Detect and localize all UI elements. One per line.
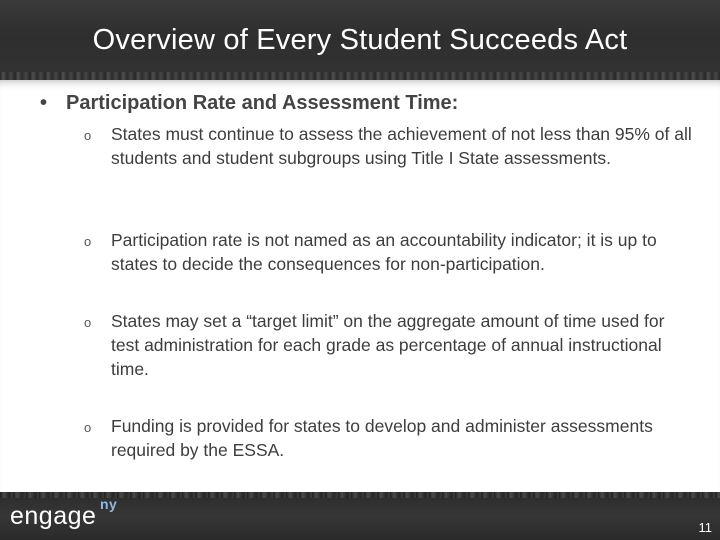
slide-title: Overview of Every Student Succeeds Act	[92, 24, 628, 56]
logo-text: engage	[10, 502, 97, 530]
main-bullet-text: Participation Rate and Assessment Time:	[66, 92, 459, 114]
sub-bullet-marker-icon: o	[84, 315, 92, 330]
sub-bullet-1	[84, 122, 694, 170]
sub-bullet-4	[84, 414, 694, 462]
sub-bullet-text: States may set a “target limit” on the aggregate amount of time used for test administration for each grade as percentage of annual instructional time.	[111, 311, 665, 379]
engageny-logo	[10, 496, 118, 531]
sub-bullet-3	[84, 309, 694, 381]
logo-superscript: ny	[100, 496, 118, 512]
bullet-icon: •	[40, 92, 48, 114]
sub-bullet-marker-icon: o	[84, 420, 92, 435]
sub-bullet-2	[84, 228, 694, 276]
main-bullet	[40, 90, 458, 116]
slide-footer	[0, 492, 720, 540]
slide-header	[0, 0, 720, 80]
header-torn-edge	[0, 72, 720, 80]
sub-bullet-text: Funding is provided for states to develop and administer assessments required by the ESSA.	[111, 416, 653, 460]
sub-bullet-marker-icon: o	[84, 234, 92, 249]
page-number: 11	[698, 520, 712, 535]
sub-bullet-text: States must continue to assess the achievement of not less than 95% of all students and student subgroups using Title I State assessments.	[111, 124, 692, 168]
sub-bullet-marker-icon: o	[84, 128, 92, 143]
sub-bullet-text: Participation rate is not named as an accountability indicator; it is up to states to decide the consequences for non-participation.	[111, 230, 657, 274]
